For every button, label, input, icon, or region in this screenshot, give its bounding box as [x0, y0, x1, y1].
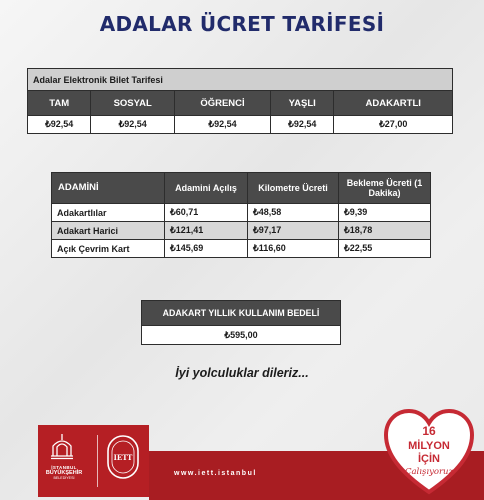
- heart-line: MİLYON: [408, 440, 450, 452]
- table-cell: ₺92,54: [174, 116, 270, 134]
- table-cell: ₺595,00: [142, 326, 341, 345]
- heart-line: İÇİN: [418, 453, 440, 465]
- website-link[interactable]: www.iett.istanbul: [174, 470, 257, 477]
- column-header: ADAKART YILLIK KULLANIM BEDELİ: [142, 301, 341, 326]
- table-cell: ₺92,54: [28, 116, 91, 134]
- table-cell: ₺18,78: [339, 222, 431, 240]
- table-row: [52, 204, 431, 222]
- column-header: YAŞLI: [271, 91, 334, 116]
- table-caption: Adalar Elektronik Bilet Tarifesi: [28, 69, 453, 91]
- ibb-emblem-icon: [50, 432, 74, 460]
- column-header: ÖĞRENCİ: [174, 91, 270, 116]
- page-title: ADALAR ÜCRET TARİFESİ: [99, 12, 385, 36]
- table-row: [52, 222, 431, 240]
- heart-number: 16: [422, 424, 436, 438]
- column-header: TAM: [28, 91, 91, 116]
- table-cell: ₺121,41: [165, 222, 248, 240]
- row-label: Adakartlılar: [52, 204, 165, 222]
- heart-line: Çalışıyoruz: [404, 467, 454, 477]
- table-cell: ₺27,00: [334, 116, 453, 134]
- column-header: SOSYAL: [91, 91, 175, 116]
- table-cell: ₺116,60: [248, 240, 339, 258]
- table-row: [52, 240, 431, 258]
- table-cell: ₺9,39: [339, 204, 431, 222]
- ibb-logo-block: [38, 425, 149, 497]
- column-header: ADAMİNİ: [52, 173, 165, 204]
- farewell-message: İyi yolculuklar dileriz...: [175, 366, 309, 380]
- electronic-ticket-tariff-table: [27, 68, 453, 134]
- column-header: ADAKARTLI: [334, 91, 453, 116]
- logo-line: BÜYÜKŞEHİR: [45, 470, 83, 476]
- logo-line: İSTANBUL: [51, 465, 77, 470]
- table-cell: ₺22,55: [339, 240, 431, 258]
- divider: [97, 435, 98, 487]
- row-label: Açık Çevrim Kart: [52, 240, 165, 258]
- column-header: Kilometre Ücreti: [248, 173, 339, 204]
- table-cell: ₺92,54: [91, 116, 175, 134]
- table-cell: ₺60,71: [165, 204, 248, 222]
- column-header: Bekleme Ücreti (1 Dakika): [339, 173, 431, 204]
- logo-line: BELEDİYESİ: [53, 476, 75, 480]
- row-label: Adakart Harici: [52, 222, 165, 240]
- table-cell: ₺92,54: [271, 116, 334, 134]
- adamini-tariff-table: [51, 172, 431, 258]
- table-cell: ₺97,17: [248, 222, 339, 240]
- iett-seal-icon: [106, 434, 140, 480]
- svg-text:IETT: IETT: [113, 453, 133, 462]
- table-cell: ₺145,69: [165, 240, 248, 258]
- heart-badge-icon: [382, 408, 476, 496]
- annual-fee-table: [141, 300, 341, 345]
- table-cell: ₺48,58: [248, 204, 339, 222]
- column-header: Adamini Açılış: [165, 173, 248, 204]
